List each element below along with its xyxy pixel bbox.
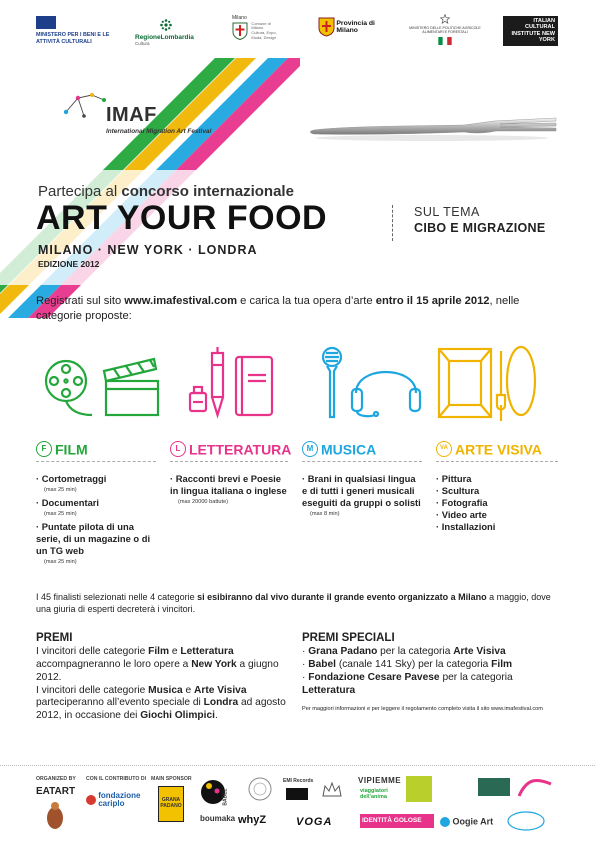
musica-badge-icon: M	[302, 441, 318, 457]
contributo-label: CON IL CONTRIBUTO DI	[86, 776, 147, 782]
icc-text: ITALIAN CULTURAL INSTITUTE NEW YORK	[511, 18, 555, 43]
regione-lombardia-logo	[135, 18, 205, 47]
prizes-heading: PREMI	[36, 632, 73, 644]
prizes-text: I vincitori delle categorie Film e Letteratura accompagneranno le loro opere a New York a giugno 2012. I vincitori delle categorie Musica e Arte Visiva parteciperanno all’evento speciale di Londra ad agosto 2012, in occasione dei Giochi Olimpici.	[36, 646, 286, 722]
comune-top-text: Milano	[232, 15, 247, 21]
film-divider	[36, 461, 156, 462]
comune-shield-icon	[232, 22, 248, 40]
cities-text: MILANO · NEW YORK · LONDRA	[38, 243, 258, 257]
comune-milano-logo	[232, 16, 280, 40]
theme-value: CIBO E MIGRAZIONE	[414, 221, 546, 235]
whyz-logo: whyZ	[238, 814, 267, 826]
list-item: · Fondazione Cesare Pavese per la categoria Letteratura	[302, 671, 513, 696]
category-film-header: F FILM	[36, 440, 88, 460]
musica-divider	[302, 461, 422, 462]
finalists-paragraph: I 45 finalisti selezionati nelle 4 categorie si esibiranno dal vivo durante il grande evento organizzato a Milano a maggio, dove una giuria di esperti decreterà i vincitori.	[36, 592, 551, 615]
italian-cultural-institute-logo	[503, 16, 558, 46]
edition-text: EDIZIONE 2012	[38, 259, 100, 269]
list-item: · Grana Padano per la categoria Arte Visiva	[302, 646, 506, 658]
provincia-text: Provincia di Milano	[336, 19, 375, 34]
arte-divider	[436, 461, 558, 462]
comune-text: Comune di Milano Cultura, Expo, Moda, Design	[251, 20, 277, 40]
list-item: · Scultura	[436, 484, 480, 496]
item-note: (max 20000 battute)	[178, 498, 229, 505]
more-info-note: Per maggiori informazioni e per leggere il regolamento completo visita il sito www.imafestival.com	[302, 706, 543, 713]
arte-items	[436, 473, 556, 533]
list-item: · Fotografia	[436, 496, 488, 508]
lombardia-rose-icon	[159, 18, 173, 32]
teal-block-logo	[478, 778, 510, 796]
voga-logo: VOGA	[296, 816, 333, 828]
ministero-emblem-icon	[36, 16, 56, 29]
category-arte-header: VA ARTE VISIVA	[436, 440, 542, 460]
category-icons	[0, 345, 595, 425]
crown-crest-icon	[320, 778, 344, 802]
list-item: · Puntate pilota di una serie, di un magazine o di un TG web	[36, 521, 151, 556]
list-item: · Video arte	[436, 508, 487, 520]
item-note: (max 8 min)	[310, 510, 340, 517]
letteratura-badge-icon: L	[170, 441, 186, 457]
imaf-title: IMAF	[106, 104, 157, 126]
list-item: · Racconti brevi e Poesie in lingua italiana o inglese	[170, 473, 287, 496]
item-note: (max 25 min)	[44, 558, 77, 565]
oogie-art-logo: Oogie Art	[440, 816, 493, 827]
list-item: · Documentari	[36, 497, 100, 509]
list-item: · Cortometraggi	[36, 473, 107, 484]
film-reel-clapper-icon	[40, 345, 166, 425]
fork-image	[306, 104, 558, 144]
film-badge-icon: F	[36, 441, 52, 457]
item-note: (max 25 min)	[44, 510, 77, 517]
main-sponsor-label: MAIN SPONSOR	[151, 776, 192, 782]
babel-text: BABEL	[222, 788, 229, 806]
prizes-section	[36, 631, 286, 723]
lombardia-subtext: Cultura	[135, 41, 150, 47]
list-item: · Babel (canale 141 Sky) per la categoria Film	[302, 659, 513, 671]
microphone-headphones-icon	[316, 345, 422, 425]
partner-logos-bar	[0, 0, 595, 58]
lombardia-text: RegioneLombardia	[135, 34, 194, 41]
organized-by-label: ORGANIZED BY	[36, 776, 76, 782]
category-letteratura-header: L LETTERATURA	[170, 440, 291, 460]
theme-label: SUL TEMA	[414, 205, 480, 219]
provincia-shield-icon	[318, 17, 335, 37]
boumaka-logo: boumaka	[200, 814, 236, 823]
letteratura-items	[170, 473, 288, 509]
partecipa-text: Partecipa al concorso internazionale	[38, 183, 294, 200]
sponsor-footer	[0, 765, 595, 842]
mipaaf-logo	[404, 14, 486, 45]
italy-emblem-icon	[440, 14, 450, 24]
list-item: · Installazioni	[436, 520, 496, 532]
eatart-figure-icon	[46, 800, 64, 830]
list-item: · Pittura	[436, 473, 472, 484]
provincia-milano-logo	[318, 17, 384, 37]
imaf-subtitle: International Migration Art Festival	[106, 128, 212, 135]
category-musica-header: M MUSICA	[302, 440, 376, 460]
special-prizes-heading: PREMI SPECIALI	[302, 632, 395, 644]
grana-padano-logo: GRANA PADANO	[158, 786, 184, 822]
ministero-logo	[36, 16, 118, 46]
emi-records-logo: EMI Records	[283, 778, 314, 784]
emi-box-icon	[286, 788, 308, 800]
identita-golose-logo: IDENTITÀ GOLOSE	[360, 814, 434, 828]
vipiemme-logo: VIPIEMME	[358, 776, 402, 785]
frame-palette-brush-icon	[437, 345, 557, 425]
magenta-swash-icon	[517, 776, 553, 800]
viaggiatori-logo: viaggiatori dell’anima	[360, 788, 388, 801]
list-item: · Brani in qualsiasi lingua e di tutti i generi musicali eseguiti da gruppi o solisti	[302, 473, 421, 508]
item-note: (max 25 min)	[44, 486, 77, 493]
intro-paragraph: Registrati sul sito www.imafestival.com e carica la tua opera d’arte entro il 15 aprile 2012, nelle categorie proposte:	[36, 295, 520, 323]
musica-items	[302, 473, 422, 521]
fondazione-cariplo-logo: fondazione cariplo	[86, 792, 146, 808]
website-link[interactable]: www.imafestival.com	[124, 295, 238, 307]
special-prizes-section	[302, 631, 562, 714]
oval-badge-icon	[506, 810, 546, 832]
tema-divider	[392, 205, 393, 241]
green-square-logo	[406, 776, 432, 802]
red-script-logo	[440, 780, 470, 796]
circular-seal-icon	[247, 776, 273, 802]
film-items	[36, 473, 156, 569]
pen-ink-notebook-icon	[186, 345, 286, 425]
italy-flag-icon	[438, 37, 452, 45]
eatart-logo: EATART	[36, 786, 76, 797]
ministero-text: MINISTERO PER I BENI E LE ATTIVITÀ CULTURALI	[36, 32, 110, 45]
arte-badge-icon: VA	[436, 441, 452, 457]
letteratura-divider	[170, 461, 288, 462]
contest-title: ART YOUR FOOD	[36, 199, 328, 237]
mipaaf-text: MINISTERO DELLE POLITICHE AGRICOLE ALIMENTARI E FORESTALI	[409, 26, 481, 35]
